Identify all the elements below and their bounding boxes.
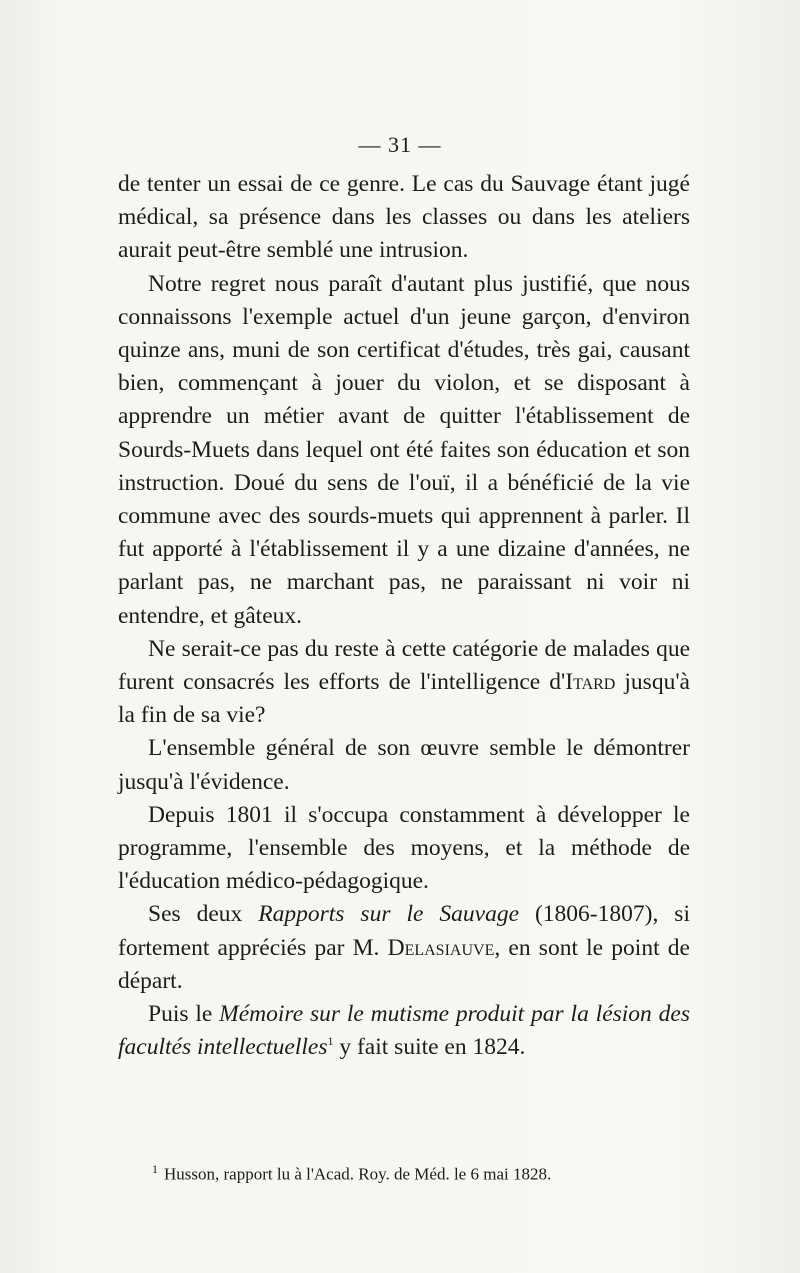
paragraph-text: , en sont le point de départ. [118, 934, 690, 994]
paragraph [118, 633, 690, 733]
footnote-marker: 1 [152, 1162, 158, 1176]
paragraph-text: jusqu'à la fin de sa vie? [118, 669, 690, 729]
author-name: Itard [565, 669, 616, 696]
paragraph: Depuis 1801 il s'occupa constamment à développer le programme, l'ensemble des moyens, et la méthode de l'éducation médico-pédagogique. [118, 801, 690, 895]
work-title: Rapports sur le Sauvage [258, 901, 519, 928]
paragraph-text: (1806-1807), si fortement appréciés par M. [118, 901, 690, 961]
footnote [152, 1158, 712, 1186]
paragraph-text: Ne serait-ce pas du reste à cette catégorie de malades que furent consacrés les efforts de l'intelligence d' [118, 635, 690, 696]
footnote-text: Husson, rapport lu à l'Acad. Roy. de Méd. le 6 mai 1828. [164, 1164, 552, 1184]
paragraph-continued: de tenter un essai de ce genre. Le cas du Sauvage étant jugé médical, sa présence dans les classes ou dans les ateliers aurait peut-être semblé une intrusion. [118, 171, 690, 264]
body-text [118, 168, 690, 1064]
paragraph [118, 998, 690, 1064]
paragraph-text: Ses deux [148, 901, 259, 928]
page-number: — 31 — [358, 132, 442, 157]
paragraph [118, 898, 690, 998]
work-title: Mémoire sur le mutisme produit par la lésion des facultés intellectuelles [118, 1001, 690, 1061]
author-name: Delasiauve [387, 934, 495, 961]
paragraph: Notre regret nous paraît d'autant plus justifié, que nous connaissons l'exemple actuel d'un jeune garçon, d'environ quinze ans, muni de son certificat d'études, très gai, causant bien, commençant à jouer du violon, et se disposant à apprendre un métier avant de quitter l'établissement de Sourds-Muets dans lequel ont été faites son éducation et son instruction. Doué du sens de l'ouï, il a bénéficié de la vie commune avec des sourds-muets qui apprennent à parler. Il fut apporté à l'établissement il y a une dizaine d'années, ne parlant pas, ne marchant pas, ne paraissant ni voir ni entendre, et gâteux. [118, 270, 690, 629]
paragraph-text: Puis le [148, 1001, 220, 1028]
paragraph-text: y fait suite en 1824. [333, 1034, 526, 1061]
paragraph: L'ensemble général de son œuvre semble le démontrer jusqu'à l'évidence. [118, 735, 690, 795]
footnote-reference: 1 [327, 1034, 334, 1049]
